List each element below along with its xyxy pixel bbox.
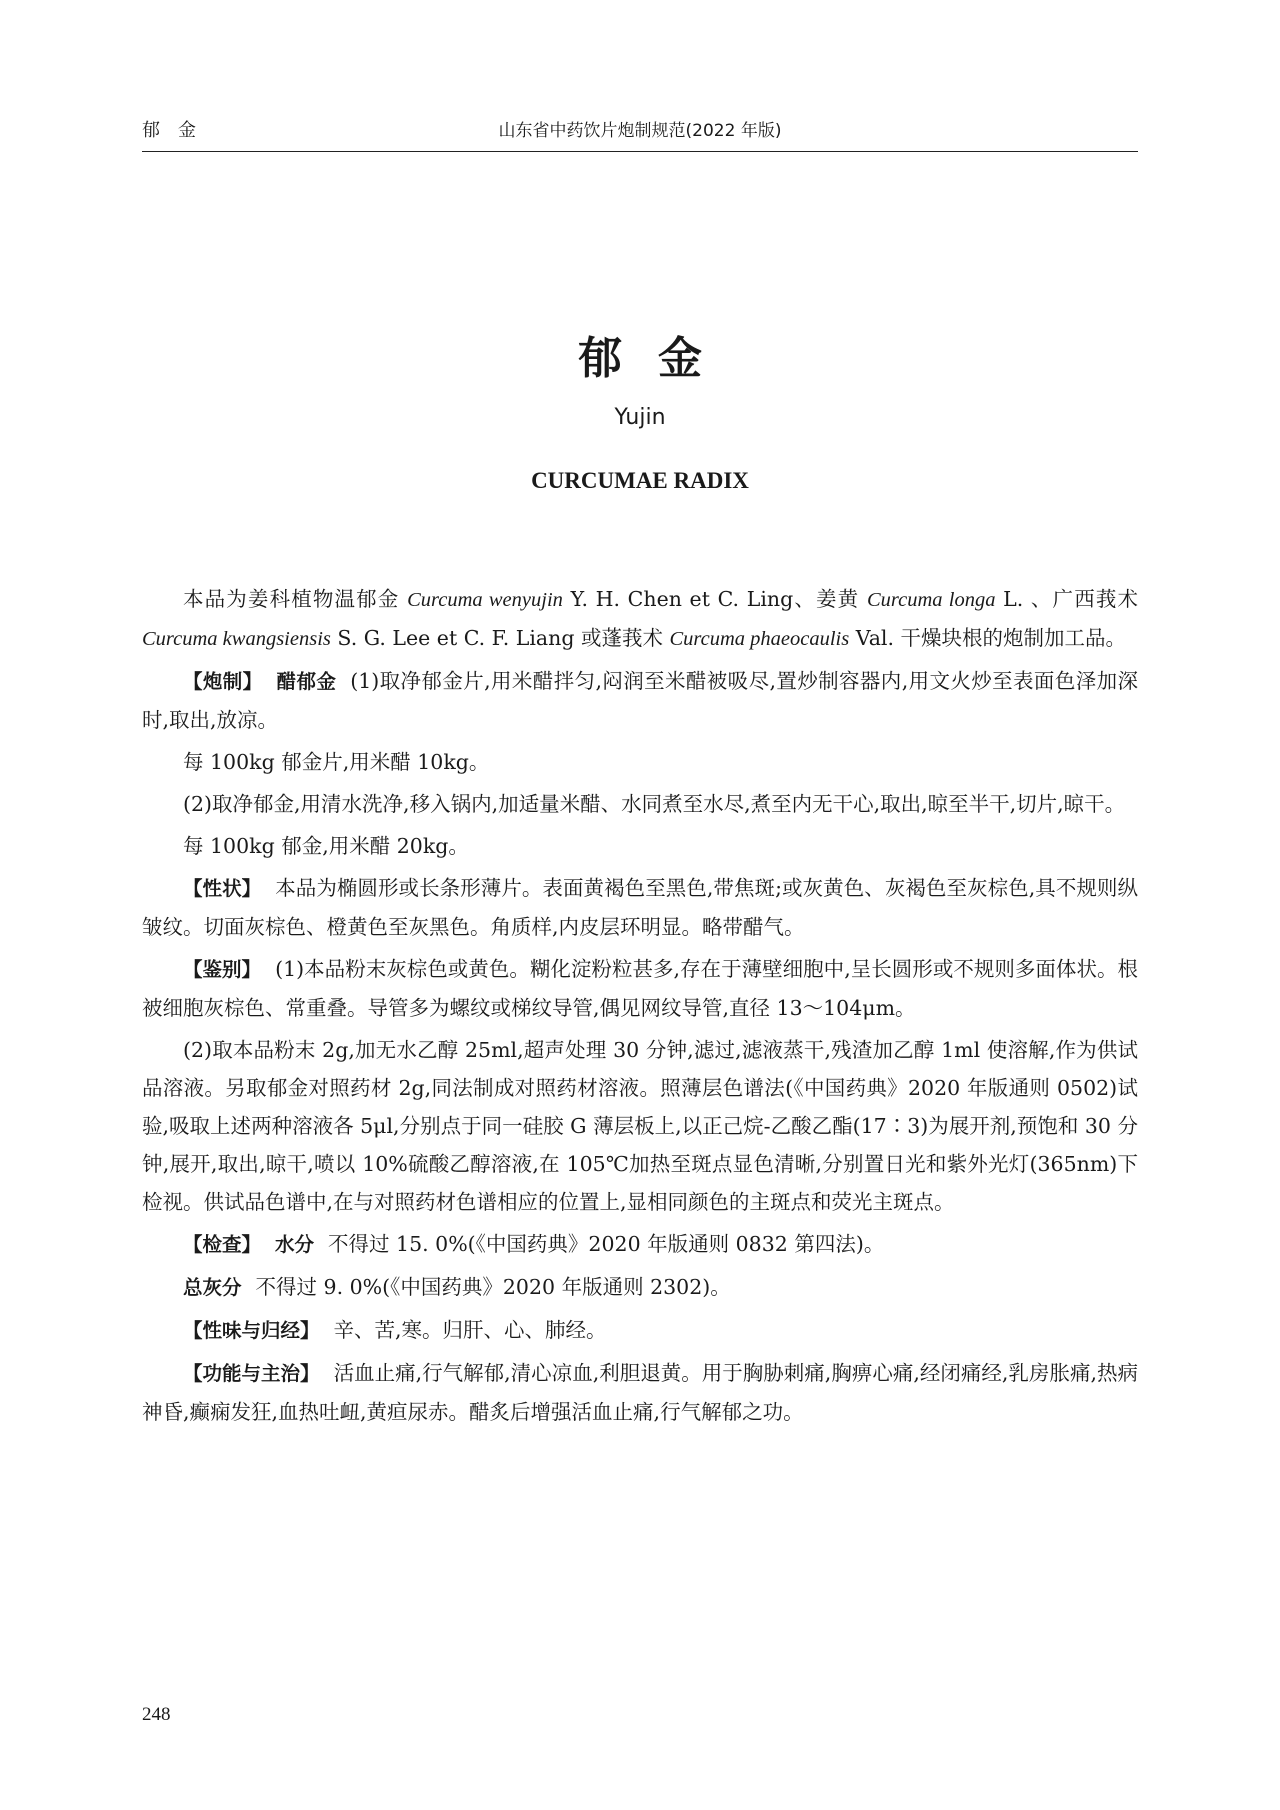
section-tag-function: 【功能与主治】 (183, 1362, 320, 1385)
section-tag-processing: 【炮制】 (183, 670, 263, 693)
intro-text: 本品为姜科植物温郁金 (183, 587, 408, 611)
section-tag-nature: 【性味与归经】 (183, 1319, 320, 1342)
header-rule (142, 151, 1138, 152)
processing-ratio-1: 每 100kg 郁金片,用米醋 10kg。 (183, 750, 490, 774)
intro-text: L. 、广西莪术 (995, 587, 1138, 611)
nature-paragraph (142, 1311, 1138, 1350)
function-text: 活血止痛,行气解郁,清心凉血,利胆退黄。用于胸胁刺痛,胸痹心痛,经闭痛经,乳房胀痛,热病神昏,癫痫发狂,血热吐衄,黄疸尿赤。醋炙后增强活血止痛,行气解郁之功。 (142, 1361, 1138, 1424)
section-tag-identification: 【鉴别】 (183, 958, 262, 981)
species-name: Curcuma wenyujin (407, 589, 563, 611)
section-tag-inspection: 【检查】 (183, 1233, 262, 1256)
subsection-total-ash: 总灰分 (183, 1276, 242, 1299)
intro-text: Y. H. Chen et C. Ling、姜黄 (562, 587, 867, 611)
nature-text: 辛、苦,寒。归肝、心、肺经。 (333, 1318, 607, 1342)
monograph-body (142, 580, 1138, 1435)
page-title: 郁金 (578, 333, 738, 384)
identification-paragraph-2: (2)取本品粉末 2g,加无水乙醇 25ml,超声处理 30 分钟,滤过,滤液蒸干,残渣加乙醇 1ml 使溶解,作为供试品溶液。另取郁金对照药材 2g,同法制成对照药材溶液。照薄层色谱法(《中国药典》2020 年版通则 0502)试验,吸取上述两种溶液各 5μl,分别点于同一硅胶 G 薄层板上,以正己烷-乙酸乙酯(17∶3)为展开剂,预饱和 30 分钟,展开,取出,晾干,喷以 10%硫酸乙醇溶液,在 105℃加热至斑点显色清晰,分别置日光和紫外光灯(365nm)下检视。供试品色谱中,在与对照药材色谱相应的位置上,显相同颜色的主斑点和荧光主斑点。 (142, 1038, 1138, 1214)
section-tag-description: 【性状】 (183, 877, 262, 900)
ash-paragraph (142, 1268, 1138, 1307)
header-section-name: 郁金 (142, 120, 214, 141)
page-number: 248 (142, 1704, 171, 1725)
inspection-paragraph (142, 1225, 1138, 1264)
latin-name: CURCUMAE RADIX (531, 468, 749, 493)
header-book-title: 山东省中药饮片炮制规范(2022 年版) (498, 121, 782, 141)
processing-paragraph (142, 662, 1138, 739)
description-text: 本品为椭圆形或长条形薄片。表面黄褐色至黑色,带焦斑;或灰黄色、灰褐色至灰棕色,具不规则纵皱纹。切面灰棕色、橙黄色至灰黑色。角质样,内皮层环明显。略带醋气。 (142, 876, 1138, 939)
function-paragraph (142, 1354, 1138, 1431)
pinyin-name: Yujin (614, 405, 666, 430)
identification-text-1: (1)本品粉末灰棕色或黄色。糊化淀粉粒甚多,存在于薄壁细胞中,呈长圆形或不规则多面体状。根被细胞灰棕色、常重叠。导管多为螺纹或梯纹导管,偶见网纹导管,直径 13～104μm。 (142, 957, 1138, 1020)
subsection-vinegar-yujin: 醋郁金 (276, 670, 337, 693)
processing-ratio-2: 每 100kg 郁金,用米醋 20kg。 (183, 834, 469, 858)
intro-paragraph (142, 580, 1138, 658)
ash-text: 不得过 9. 0%(《中国药典》2020 年版通则 2302)。 (255, 1275, 731, 1299)
identification-paragraph-1 (142, 950, 1138, 1027)
subsection-moisture: 水分 (275, 1233, 315, 1256)
processing-method-2: (2)取净郁金,用清水洗净,移入锅内,加适量米醋、水同煮至水尽,煮至内无干心,取出,晾至半干,切片,晾干。 (183, 792, 1126, 816)
description-paragraph (142, 869, 1138, 946)
species-name: Curcuma phaeocaulis (669, 628, 850, 650)
moisture-text: 不得过 15. 0%(《中国药典》2020 年版通则 0832 第四法)。 (328, 1232, 885, 1256)
species-name: Curcuma longa (866, 589, 996, 611)
processing-text: (1)取净郁金片,用米醋拌匀,闷润至米醋被吸尽,置炒制容器内,用文火炒至表面色泽加深时,取出,放凉。 (142, 669, 1138, 732)
running-header (142, 116, 1138, 146)
intro-text: Val. 干燥块根的炮制加工品。 (849, 626, 1126, 650)
species-name: Curcuma kwangsiensis (142, 628, 331, 650)
intro-text: S. G. Lee et C. F. Liang 或蓬莪术 (330, 626, 670, 650)
